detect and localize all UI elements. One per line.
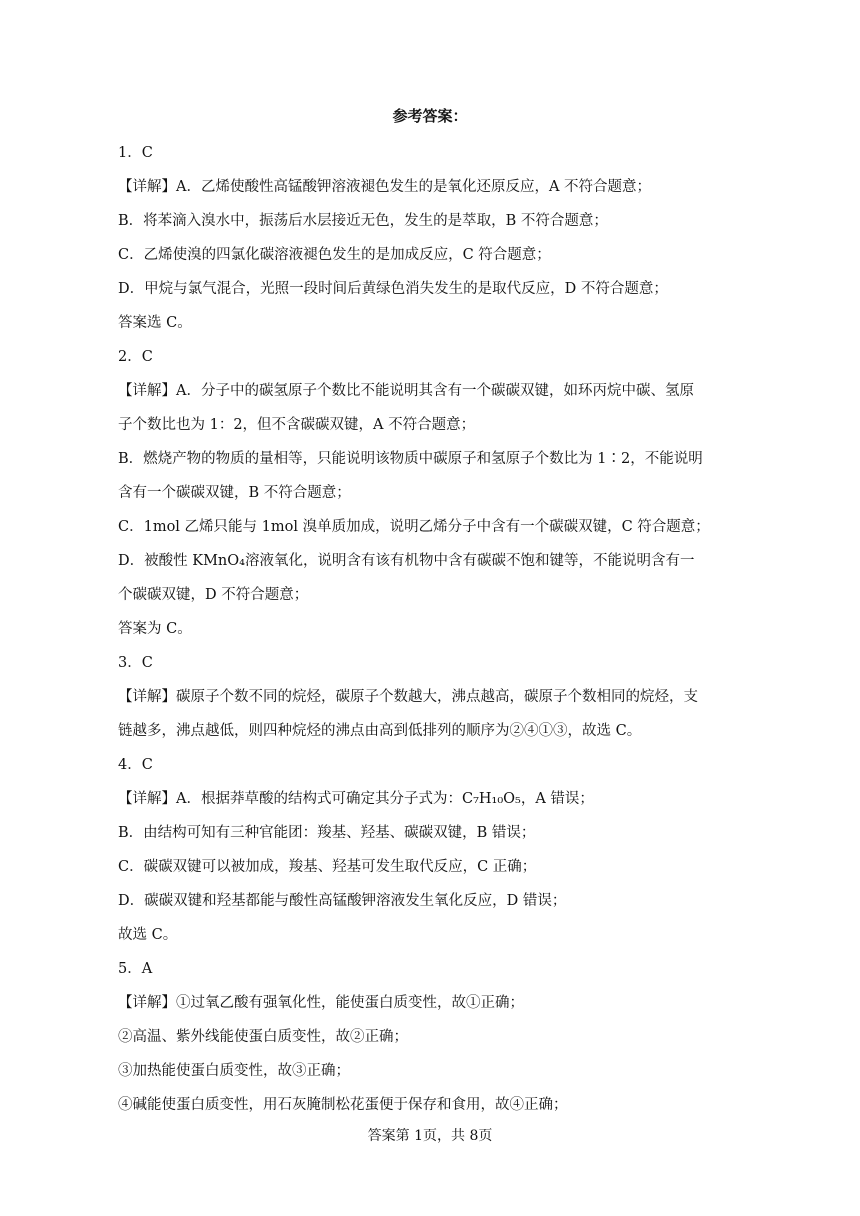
detail-line: C．碳碳双键可以被加成，羧基、羟基可发生取代反应，C 正确；: [118, 859, 537, 875]
detail-line: 【详解】A．根据莽草酸的结构式可确定其分子式为：C₇H₁₀O₅，A 错误；: [118, 791, 594, 807]
answer-number: 4．C: [118, 757, 153, 773]
answer-list: [118, 136, 748, 1122]
answer-number: 2．C: [118, 349, 153, 365]
detail-line: 【详解】A．乙烯使酸性高锰酸钾溶液褪色发生的是氧化还原反应，A 不符合题意；: [118, 179, 652, 195]
detail-line: 个碳碳双键，D 不符合题意；: [118, 587, 309, 603]
answer-number: 5．A: [118, 961, 153, 977]
detail-line: 【详解】A．分子中的碳氢原子个数比不能说明其含有一个碳碳双键，如环丙烷中碳、氢原: [118, 383, 694, 399]
detail-line: ④碱能使蛋白质变性，用石灰腌制松花蛋便于保存和食用，故④正确；: [118, 1097, 568, 1113]
detail-line: B．将苯滴入溴水中，振荡后水层接近无色，发生的是萃取，B 不符合题意；: [118, 213, 608, 229]
detail-line: C．1mol 乙烯只能与 1mol 溴单质加成，说明乙烯分子中含有一个碳碳双键，C 符合题意；: [118, 519, 710, 535]
answer-number: 1．C: [118, 145, 153, 161]
detail-line: 故选 C。: [118, 927, 178, 943]
detail-line: D．被酸性 KMnO₄溶液氧化，说明含有该有机物中含有碳碳不饱和键等，不能说明含有一: [118, 553, 695, 569]
detail-line: ②高温、紫外线能使蛋白质变性，故②正确；: [118, 1029, 408, 1045]
detail-line: 答案选 C。: [118, 315, 192, 331]
detail-line: D．甲烷与氯气混合，光照一段时间后黄绿色消失发生的是取代反应，D 不符合题意；: [118, 281, 668, 297]
detail-line: 链越多，沸点越低，则四种烷烃的沸点由高到低排列的顺序为②④①③，故选 C。: [118, 723, 642, 739]
page-footer: 答案第 1页，共 8页: [367, 1128, 493, 1144]
answer-number: 3．C: [118, 655, 153, 671]
detail-line: C．乙烯使溴的四氯化碳溶液褪色发生的是加成反应，C 符合题意；: [118, 247, 551, 263]
page-title: 参考答案：: [392, 107, 468, 125]
detail-line: 【详解】①过氧乙酸有强氧化性，能使蛋白质变性，故①正确；: [118, 995, 524, 1011]
detail-line: D．碳碳双键和羟基都能与酸性高锰酸钾溶液发生氧化反应，D 错误；: [118, 893, 567, 909]
detail-line: B．燃烧产物的物质的量相等，只能说明该物质中碳原子和氢原子个数比为 1∶2，不能说明: [118, 451, 703, 467]
detail-line: 子个数比也为 1：2，但不含碳碳双键，A 不符合题意；: [118, 417, 476, 433]
detail-line: B．由结构可知有三种官能团：羧基、羟基、碳碳双键，B 错误；: [118, 825, 536, 841]
detail-line: 含有一个碳碳双键，B 不符合题意；: [118, 485, 351, 501]
detail-line: ③加热能使蛋白质变性，故③正确；: [118, 1063, 350, 1079]
detail-line: 【详解】碳原子个数不同的烷烃，碳原子个数越大，沸点越高，碳原子个数相同的烷烃，支: [118, 689, 698, 705]
detail-line: 答案为 C。: [118, 621, 192, 637]
